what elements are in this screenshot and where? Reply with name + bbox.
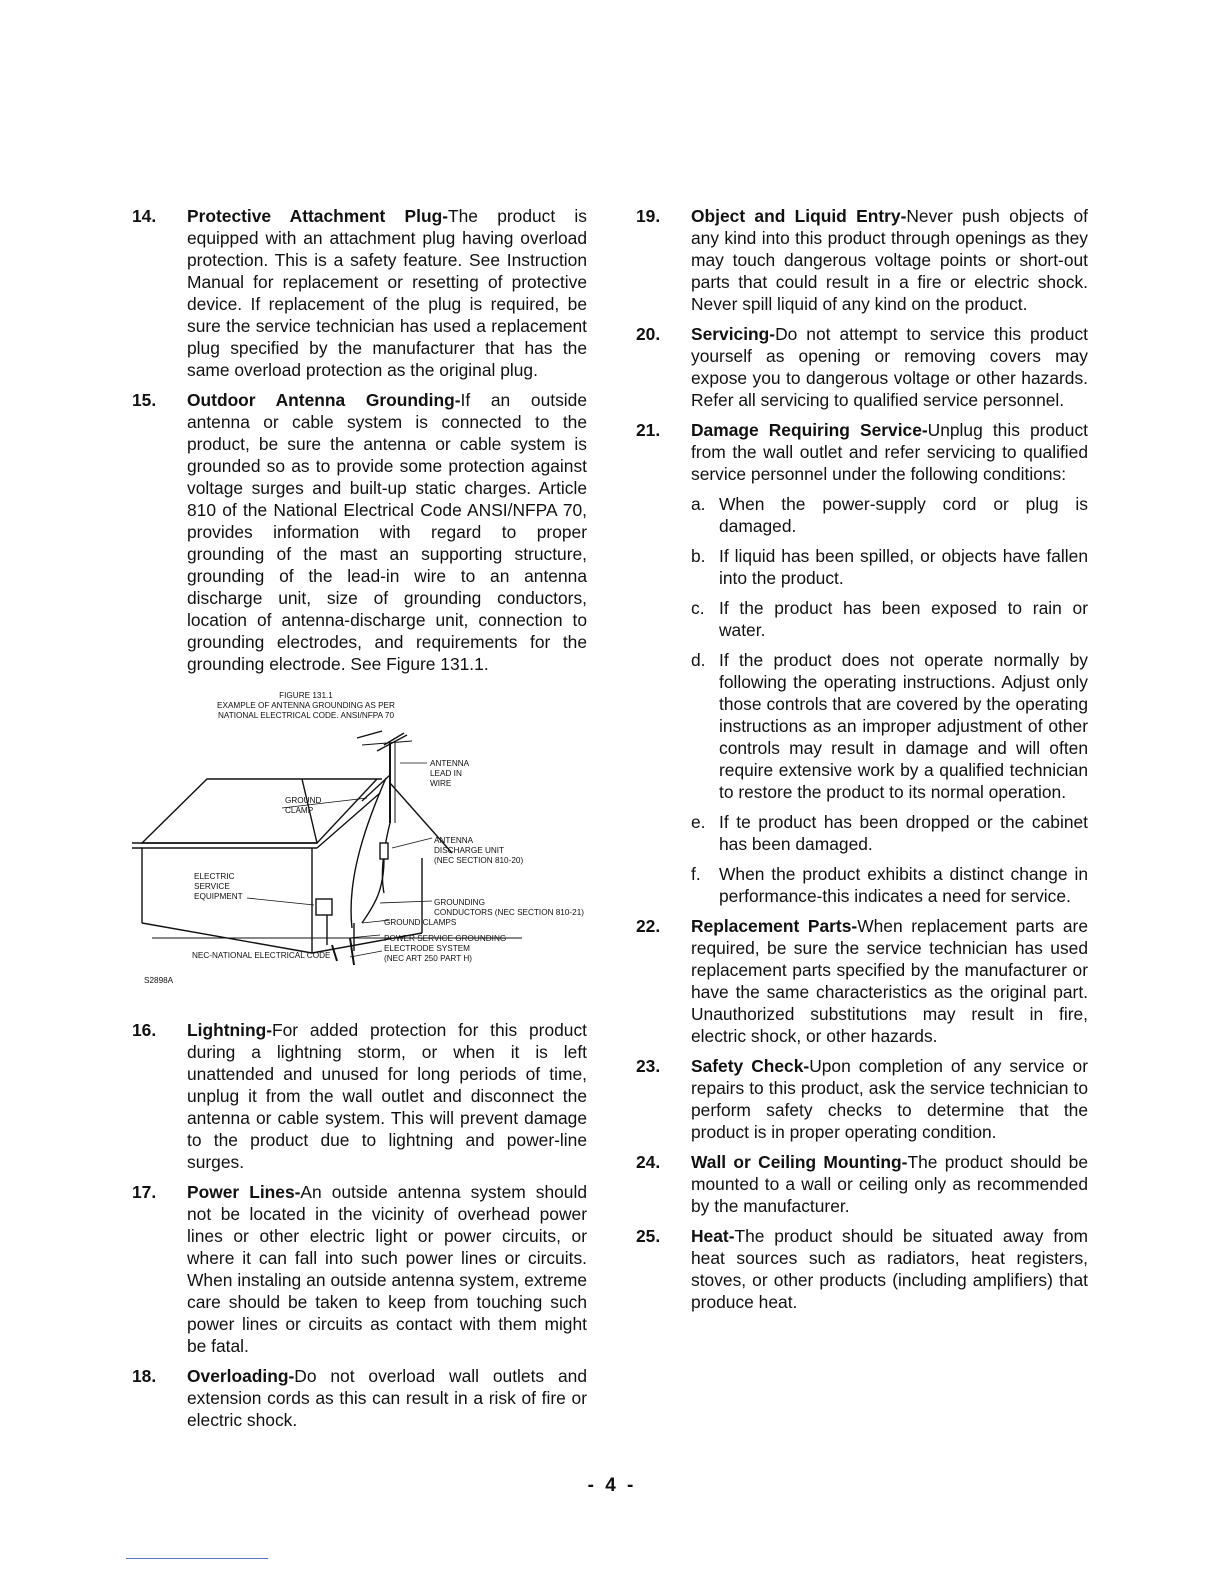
item-number: 23. <box>636 1056 661 1076</box>
label-electrode-system: ELECTRODE SYSTEM <box>384 944 470 953</box>
item-text: Unplug this product from the wall outlet and refer servicing to qualified service personnel under the following conditions: <box>691 420 1088 484</box>
left-column <box>132 205 587 1439</box>
item-18 <box>132 1365 587 1431</box>
item-title: Safety Check- <box>691 1056 810 1076</box>
item-17 <box>132 1181 587 1357</box>
right-column <box>636 205 1088 1321</box>
label-nec-art: (NEC ART 250 PART H) <box>384 954 472 963</box>
item-text: If an outside antenna or cable system is connected to the product, be sure the antenna or cable system is grounded so as to provide some protection against voltage surges and built-up static charges. Article 810 of the National Electrical Code ANSI/NFPA 70, provides information with regard to proper grounding of the mast an supporting structure, grounding of the lead-in wire to an antenna discharge unit, size of grounding conductors, location of antenna-discharge unit, connection to grounding electrodes, and requirements for the grounding electrode. See Figure 131.1. <box>187 390 587 674</box>
item-text: When replacement parts are required, be sure the service technician has used replacement parts specified by the manufacturer or have the same characteristics as the original part. Unauthorized substitutions may result in fire, electric shock, or other hazards. <box>691 916 1089 1046</box>
item-text: For added protection for this product during a lightning storm, or when it is left unattended and unused for long periods of time, unplug it from the wall outlet and disconnect the antenna or cable system. This will prevent damage to the product due to lightning and power-line surges. <box>187 1020 587 1172</box>
item-number: 22. <box>636 916 661 936</box>
item-number: 18. <box>132 1366 157 1386</box>
item-text: Never push objects of any kind into this product through openings as they may touch dangerous voltage points or short-out parts that could result in a fire or electric shock. Never spill liquid of any kind on the product. <box>691 206 1088 314</box>
label-power-service: POWER SERVICE GROUNDING <box>384 934 507 943</box>
item-title: Damage Requiring Service- <box>691 420 928 440</box>
label-nec: NEC-NATIONAL ELECTRICAL CODE <box>192 951 331 960</box>
label-grounding: GROUNDING <box>434 898 485 907</box>
item-number: 16. <box>132 1020 157 1040</box>
item-text: Do not attempt to service this product yourself as opening or removing covers may expose you to dangerous voltage or other hazards. Refer all servicing to qualified service personnel. <box>691 324 1088 410</box>
item-25 <box>636 1225 1088 1313</box>
item-number: 15. <box>132 390 157 410</box>
item-text: The product is equipped with an attachment plug having overload protection. This is a safety feature. See Instruction Manual for replacement or resetting of protective device. If replacement of the plug is required, be sure the service technician has used a replacement plug specified by the manufacturer that has the same overload protection as the original plug. <box>187 206 587 380</box>
item-title: Replacement Parts- <box>691 916 858 936</box>
label-conductors: CONDUCTORS (NEC SECTION 810-21) <box>434 908 584 917</box>
label-ground: GROUND <box>285 796 322 805</box>
item-number: 20. <box>636 324 661 344</box>
figure-caption-2: EXAMPLE OF ANTENNA GROUNDING AS PER <box>217 701 395 710</box>
condition-e: e. If te product has been dropped or the cabinet has been damaged. <box>691 812 1088 854</box>
item-title: Overloading- <box>187 1366 295 1386</box>
antenna-grounding-figure <box>122 683 602 1013</box>
item-title: Servicing- <box>691 324 776 344</box>
item-number: 14. <box>132 206 157 226</box>
label-wire: WIRE <box>430 779 452 788</box>
label-clamp: CLAMP <box>285 806 314 815</box>
page-number: - 4 - <box>587 1475 637 1496</box>
item-title: Lightning- <box>187 1020 272 1040</box>
figure-code: S2898A <box>144 976 174 985</box>
item-number: 24. <box>636 1152 661 1172</box>
item-text: The product should be situated away from heat sources such as radiators, heat registers, stoves, or other products (including amplifiers) that produce heat. <box>691 1226 1088 1312</box>
figure-caption-1: FIGURE 131.1 <box>279 691 333 700</box>
condition-c: c. If the product has been exposed to rain or water. <box>691 598 1088 640</box>
item-15 <box>132 389 587 675</box>
item-title: Object and Liquid Entry- <box>691 206 907 226</box>
antenna-grounding-diagram <box>122 683 602 1013</box>
item-19 <box>636 205 1088 315</box>
item-text: Do not overload wall outlets and extension cords as this can result in a risk of fire or electric shock. <box>187 1366 587 1430</box>
item-number: 19. <box>636 206 661 226</box>
item-title: Wall or Ceiling Mounting- <box>691 1152 908 1172</box>
label-lead-in: LEAD IN <box>430 769 462 778</box>
item-14 <box>132 205 587 381</box>
condition-a: a. When the power-supply cord or plug is damaged. <box>691 494 1088 536</box>
condition-f: f. When the product exhibits a distinct change in performance-this indicates a need for service. <box>691 864 1088 906</box>
item-number: 17. <box>132 1182 157 1202</box>
label-service: SERVICE <box>194 882 230 891</box>
item-number: 25. <box>636 1226 661 1246</box>
item-text: The product should be mounted to a wall or ceiling only as recommended by the manufacturer. <box>691 1152 1088 1216</box>
item-21 <box>636 419 1088 907</box>
label-ground-clamps: GROUND CLAMPS <box>384 918 457 927</box>
label-antenna: ANTENNA <box>430 759 470 768</box>
item-22 <box>636 915 1088 1047</box>
label-equipment: EQUIPMENT <box>194 892 243 901</box>
figure-caption-3: NATIONAL ELECTRICAL CODE. ANSI/NFPA 70 <box>217 711 395 720</box>
item-title: Heat- <box>691 1226 735 1246</box>
label-discharge-section: (NEC SECTION 810-20) <box>434 856 524 865</box>
label-discharge-unit: DISCHARGE UNIT <box>434 846 505 855</box>
item-23 <box>636 1055 1088 1143</box>
item-title: Power Lines- <box>187 1182 301 1202</box>
item-16 <box>132 1019 587 1173</box>
item-text: Upon completion of any service or repairs to this product, ask the service technician to perform safety checks to determine that the product is in proper operating condition. <box>691 1056 1088 1142</box>
item-20 <box>636 323 1088 411</box>
condition-list <box>691 493 1088 907</box>
item-text: An outside antenna system should not be located in the vicinity of overhead power lines or other electric light or power circuits, or where it can fall into such power lines or circuits. When instaling an outside antenna system, extreme care should be taken to keep from touching such power lines or circuits as contact with them might be fatal. <box>187 1182 587 1356</box>
item-title: Outdoor Antenna Grounding- <box>187 390 461 410</box>
bottom-rule <box>126 1558 268 1559</box>
condition-b: b. If liquid has been spilled, or objects have fallen into the product. <box>691 546 1088 588</box>
condition-d: d. If the product does not operate normally by following the operating instructions. Adjust only those controls that are covered by the operating instructions as an improper adjustment of other controls may result in damage and will often require extensive work by a qualified technician to restore the product to its normal operation. <box>691 650 1088 802</box>
item-number: 21. <box>636 420 661 440</box>
item-title: Protective Attachment Plug- <box>187 206 449 226</box>
item-24 <box>636 1151 1088 1217</box>
label-discharge-antenna: ANTENNA <box>434 836 474 845</box>
label-electric: ELECTRIC <box>194 872 235 881</box>
